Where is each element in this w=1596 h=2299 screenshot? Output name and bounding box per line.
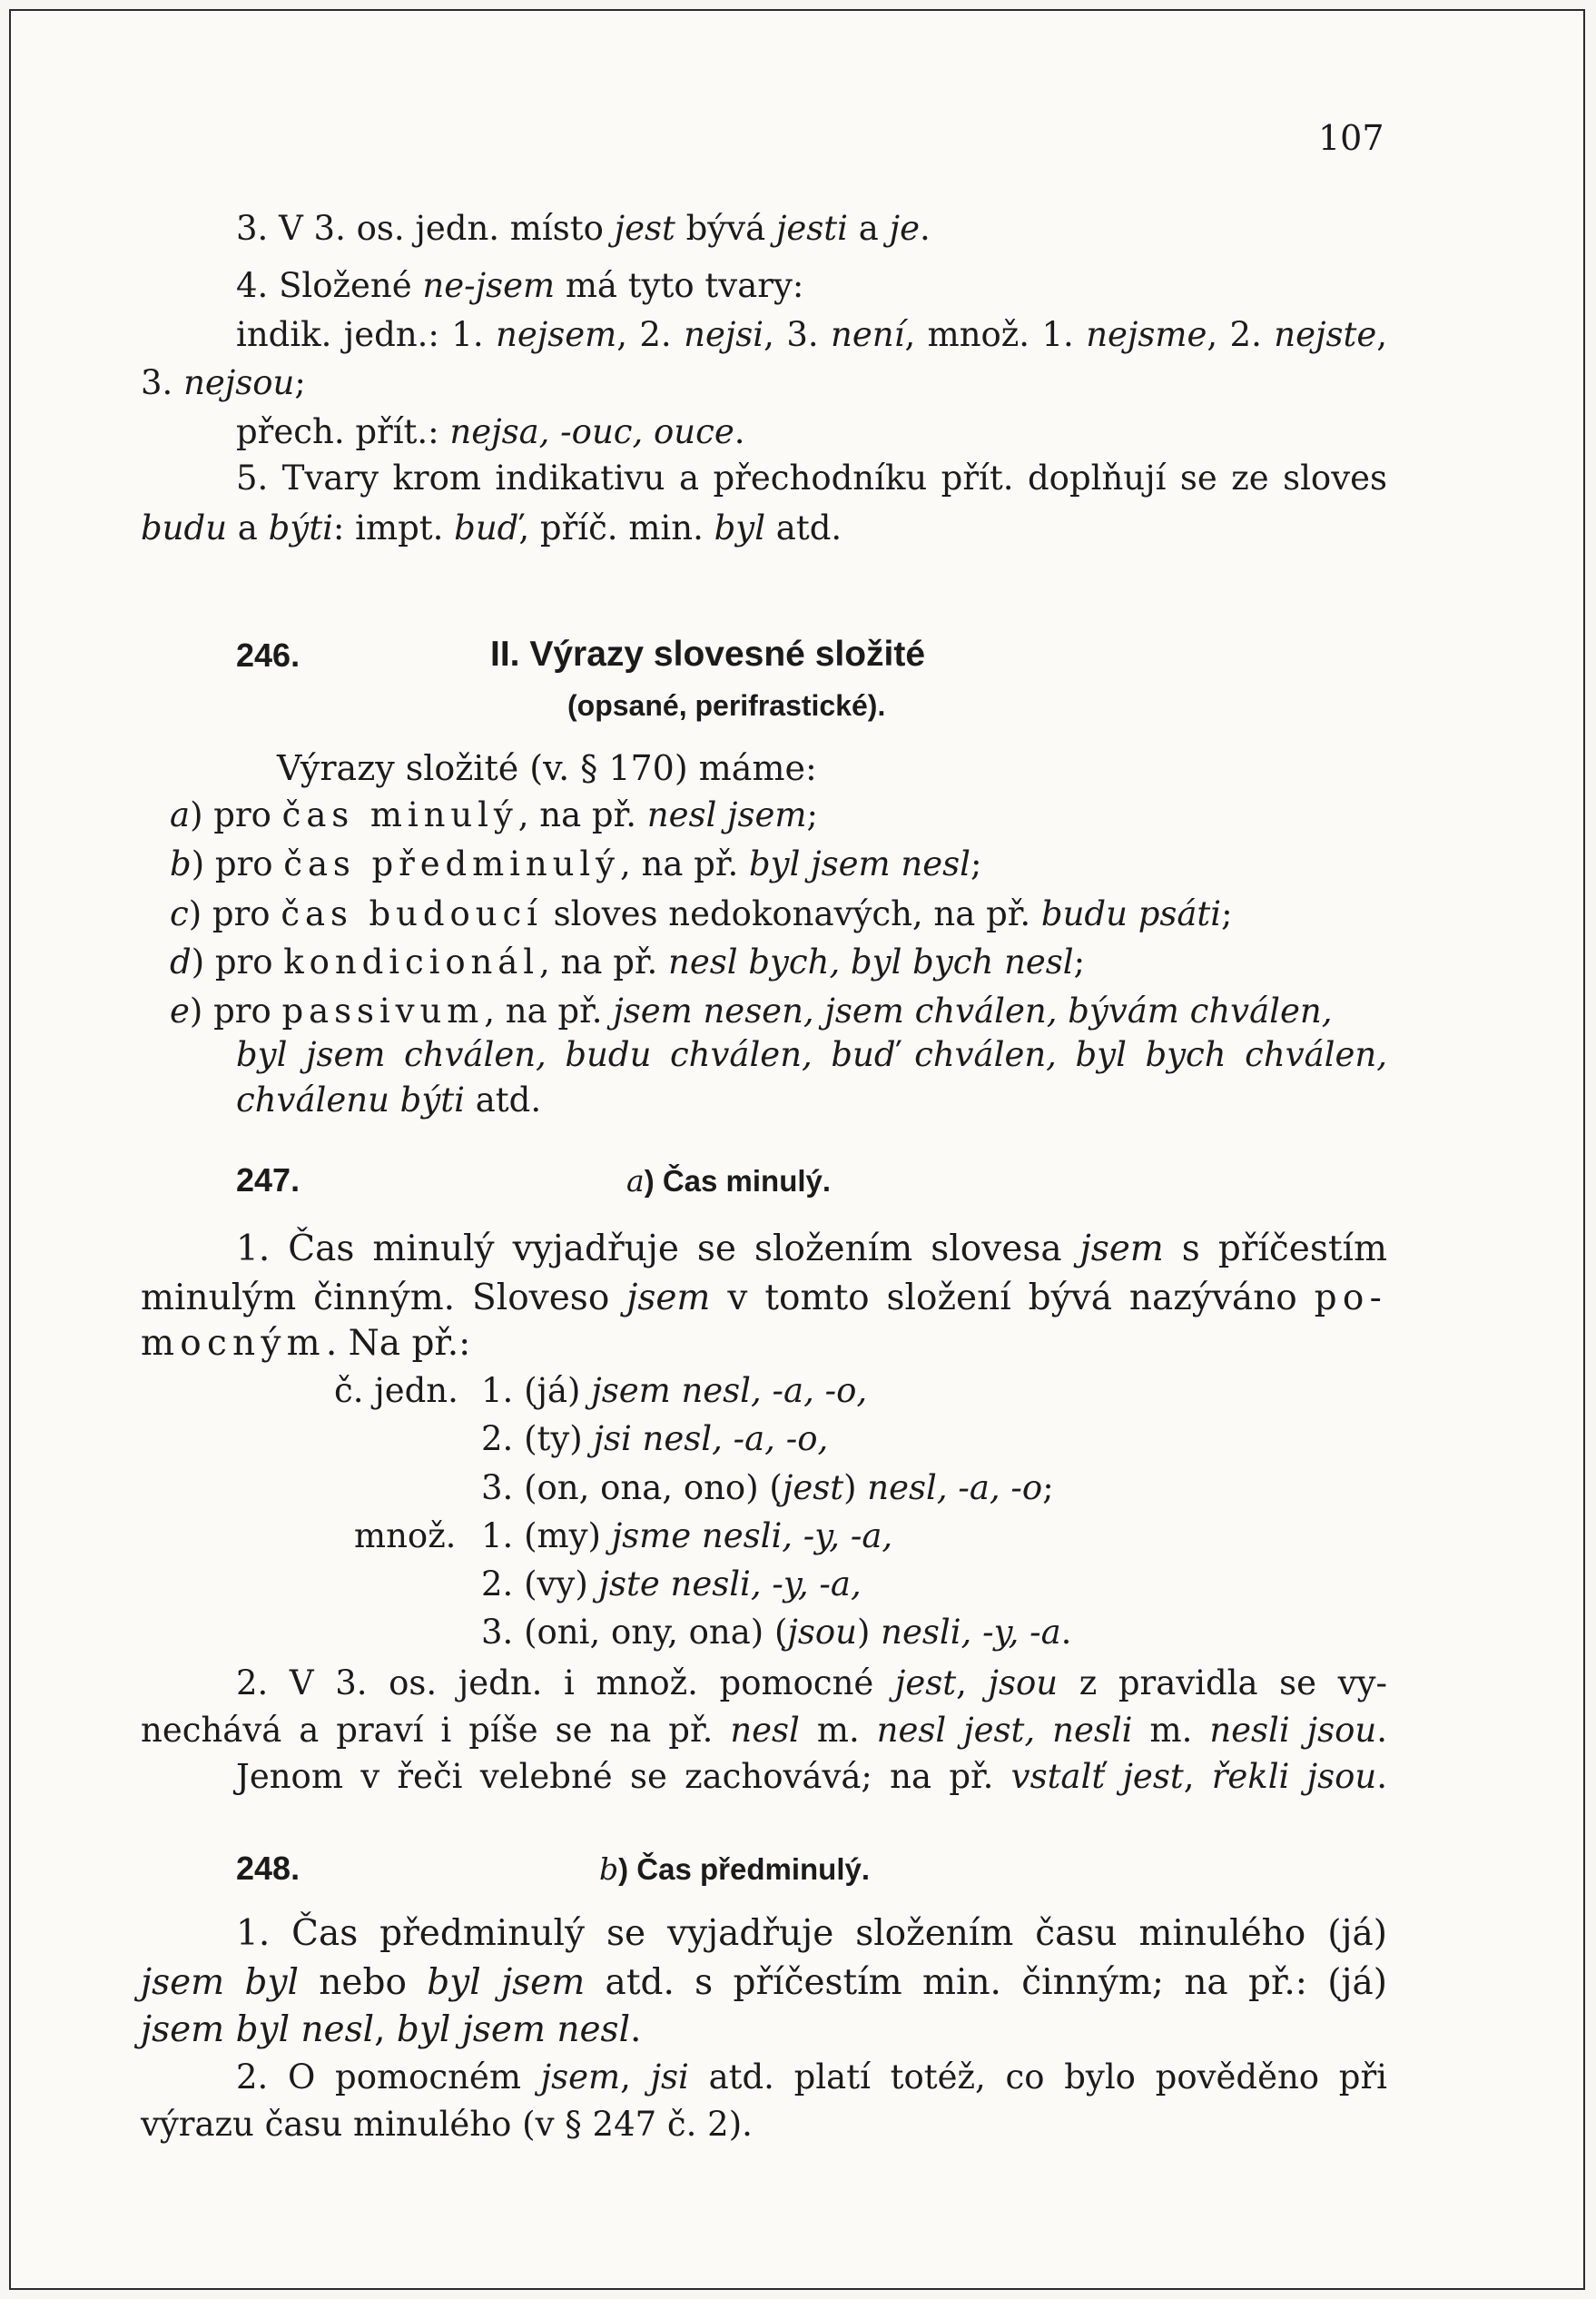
- intro-line: Výrazy složité (v. § 170) máme:: [277, 748, 817, 788]
- section-number: 247.: [236, 1161, 300, 1199]
- text-line: přech. přít.: nejsa, -ouc, ouce.: [236, 412, 745, 451]
- page-number: 107: [1318, 118, 1384, 158]
- text-line: indik. jedn.: 1. nejsem, 2. nejsi, 3. není, množ. 1. nejsme, 2. nejste,: [236, 315, 1387, 354]
- paragraph-line: jsem byl nebo byl jsem atd. s příčestím min. činným; na př.: (já): [141, 1962, 1387, 2003]
- conj-row: 3. (on, ona, ono) (jest) nesl, -a, -o;: [481, 1468, 1054, 1507]
- conj-label-plural: množ.: [354, 1516, 457, 1555]
- text-line: 5. Tvary krom indikativu a přechodníku přít. doplňují se ze sloves: [236, 459, 1387, 498]
- paragraph-line: 2. O pomocném jsem, jsi atd. platí totéž, co bylo pověděno při: [236, 2057, 1387, 2097]
- text-line: 3. nejsou;: [141, 363, 306, 402]
- list-item: d) pro kondicionál, na př. nesl bych, byl bych nesl;: [170, 942, 1086, 982]
- conj-label-singular: č. jedn.: [334, 1371, 458, 1410]
- paragraph-line: minulým činným. Sloveso jsem v tomto složení bývá nazýváno po-: [141, 1278, 1387, 1318]
- section-title: II. Výrazy slovesné složité: [490, 635, 926, 674]
- list-item-continuation: chválenu býti atd.: [236, 1080, 542, 1120]
- conj-row: 1. (my) jsme nesli, -y, -a,: [481, 1516, 893, 1555]
- list-item: c) pro čas budoucí sloves nedokonavých, na př. budu psáti;: [170, 894, 1233, 933]
- conj-row: 2. (vy) jste nesli, -y, -a,: [481, 1564, 862, 1603]
- list-item: a) pro čas minulý, na př. nesl jsem;: [170, 795, 818, 834]
- section-subtitle: (opsané, perifrastické).: [567, 689, 886, 722]
- list-item: b) pro čas předminulý, na př. byl jsem nesl;: [170, 844, 982, 883]
- paragraph-line: nechává a praví i píše se na př. nesl m. nesl jest, nesli m. nesli jsou.: [141, 1711, 1387, 1750]
- conj-row: 3. (oni, ony, ona) (jsou) nesli, -y, -a.: [481, 1613, 1072, 1652]
- text-line: 3. V 3. os. jedn. místo jest bývá jesti a je.: [236, 209, 931, 248]
- paragraph-line: 1. Čas předminulý se vyjadřuje složením času minulého (já): [236, 1913, 1387, 1954]
- section-title: a) Čas minulý.: [626, 1163, 832, 1199]
- section-title: b) Čas předminulý.: [599, 1851, 871, 1887]
- paragraph-line: 2. V 3. os. jedn. i množ. pomocné jest, jsou z pravidla se vy-: [236, 1663, 1387, 1702]
- paragraph-line: výrazu času minulého (v § 247 č. 2).: [141, 2105, 753, 2144]
- text-line: 4. Složené ne-jsem má tyto tvary:: [236, 266, 804, 305]
- conj-row: 2. (ty) jsi nesl, -a, -o,: [481, 1419, 829, 1458]
- section-number: 246.: [236, 636, 300, 674]
- list-item: e) pro passivum, na př. jsem nesen, jsem chválen, bývám chválen,: [170, 992, 1333, 1031]
- paragraph-line: 1. Čas minulý vyjadřuje se složením slovesa jsem s příčestím: [236, 1228, 1387, 1269]
- paragraph-line: mocným. Na př.:: [141, 1323, 471, 1364]
- conj-row: 1. (já) jsem nesl, -a, -o,: [481, 1371, 868, 1410]
- list-item-continuation: byl jsem chválen, budu chválen, buď chválen, byl bych chválen,: [236, 1035, 1387, 1074]
- section-number: 248.: [236, 1850, 300, 1887]
- paragraph-line: Jenom v řeči velebné se zachovává; na př. vstalť jest, řekli jsou.: [236, 1757, 1387, 1796]
- text-line: budu a býti: impt. buď, příč. min. byl atd.: [141, 508, 842, 548]
- paragraph-line: jsem byl nesl, byl jsem nesl.: [141, 2009, 642, 2050]
